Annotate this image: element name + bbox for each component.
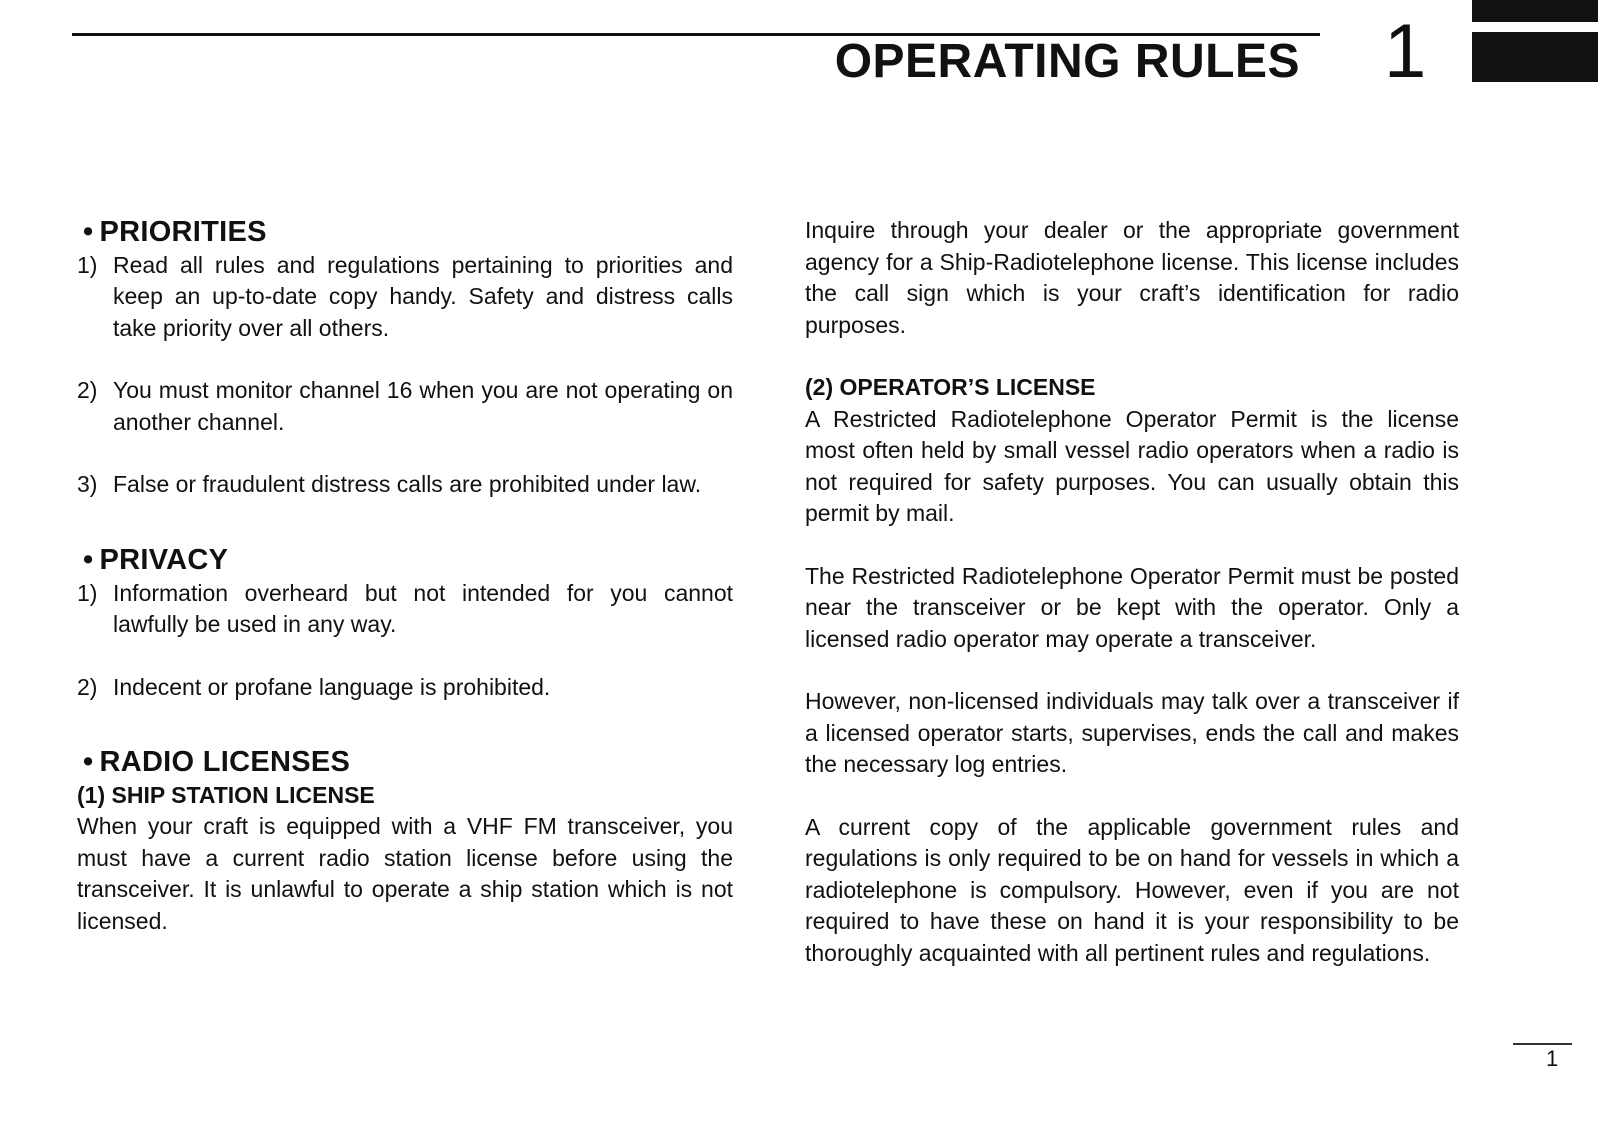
priorities-heading	[77, 215, 733, 250]
list-item-text: Read all rules and regulations pertaining to priorities and keep an up-to-date copy handy. Safety and distress calls take priority over all others.	[113, 251, 733, 341]
list-item-text: Indecent or profane language is prohibited.	[113, 673, 551, 700]
rules-copy-paragraph: A current copy of the applicable government rules and regulations is only required to be on hand for vessels in which a radiotelephone is compulsory. However, even if you are not required to have these on hand it is your responsibility to be thoroughly acquainted with all pertinent rules and regulations.	[805, 813, 1459, 966]
ship-station-license-heading: (1) SHIP STATION LICENSE	[77, 781, 375, 808]
priorities-heading-text: PRIORITIES	[99, 216, 267, 248]
chapter-tab	[1472, 32, 1598, 82]
operator-license-heading: (2) OPERATOR’S LICENSE	[805, 374, 1096, 400]
radio-licenses-heading	[77, 745, 733, 780]
inquire-paragraph: Inquire through your dealer or the appropriate government agency for a Ship-Radiotelephone license. This license includes the call sign which is your craft’s identification for radio purposes.	[805, 217, 1459, 338]
list-item-number: 3)	[77, 471, 98, 498]
radio-licenses-heading-text: RADIO LICENSES	[99, 746, 351, 779]
right-column	[805, 215, 1459, 969]
chapter-tab-top	[1472, 0, 1598, 22]
left-column	[77, 215, 733, 937]
list-item-number: 1)	[77, 579, 98, 606]
footer-rule	[1513, 1043, 1572, 1045]
privacy-heading-text: PRIVACY	[99, 543, 229, 576]
list-item	[77, 672, 733, 704]
permit-paragraph: The Restricted Radiotelephone Operator Permit must be posted near the transceiver or be kept with the operator. Only a licensed radio operator may operate a transceiver.	[805, 562, 1459, 652]
list-item-number: 2)	[77, 377, 98, 404]
page-title: OPERATING RULES	[834, 35, 1300, 88]
list-item-text: False or fraudulent distress calls are prohibited under law.	[113, 471, 702, 498]
chapter-number: 1	[1384, 9, 1427, 94]
bullet-icon: •	[83, 543, 94, 576]
ship-station-license-text: When your craft is equipped with a VHF FM transceiver, you must have a current radio station license before using the transceiver. It is unlawful to operate a ship station which is not licensed.	[77, 813, 733, 934]
privacy-heading	[77, 543, 733, 578]
bullet-icon: •	[83, 216, 94, 248]
list-item	[77, 375, 733, 438]
bullet-icon: •	[83, 746, 94, 779]
list-item	[77, 578, 733, 641]
list-item-number: 1)	[77, 251, 98, 278]
list-item-number: 2)	[77, 673, 98, 700]
list-item-text: Information overheard but not intended for you cannot lawfully be used in any way.	[113, 579, 733, 638]
list-item-text: You must monitor channel 16 when you are not operating on another channel.	[113, 377, 733, 435]
page-number: 1	[1546, 1046, 1559, 1071]
non-licensed-paragraph: However, non-licensed individuals may talk over a transceiver if a licensed operator starts, supervises, ends the call and makes the necessary log entries.	[805, 688, 1459, 777]
list-item	[77, 469, 733, 501]
operator-license-text: A Restricted Radiotelephone Operator Permit is the license most often held by small vessel radio operators when a radio is not required for safety purposes. You can usually obtain this permit by mail.	[805, 405, 1459, 526]
list-item	[77, 250, 733, 345]
